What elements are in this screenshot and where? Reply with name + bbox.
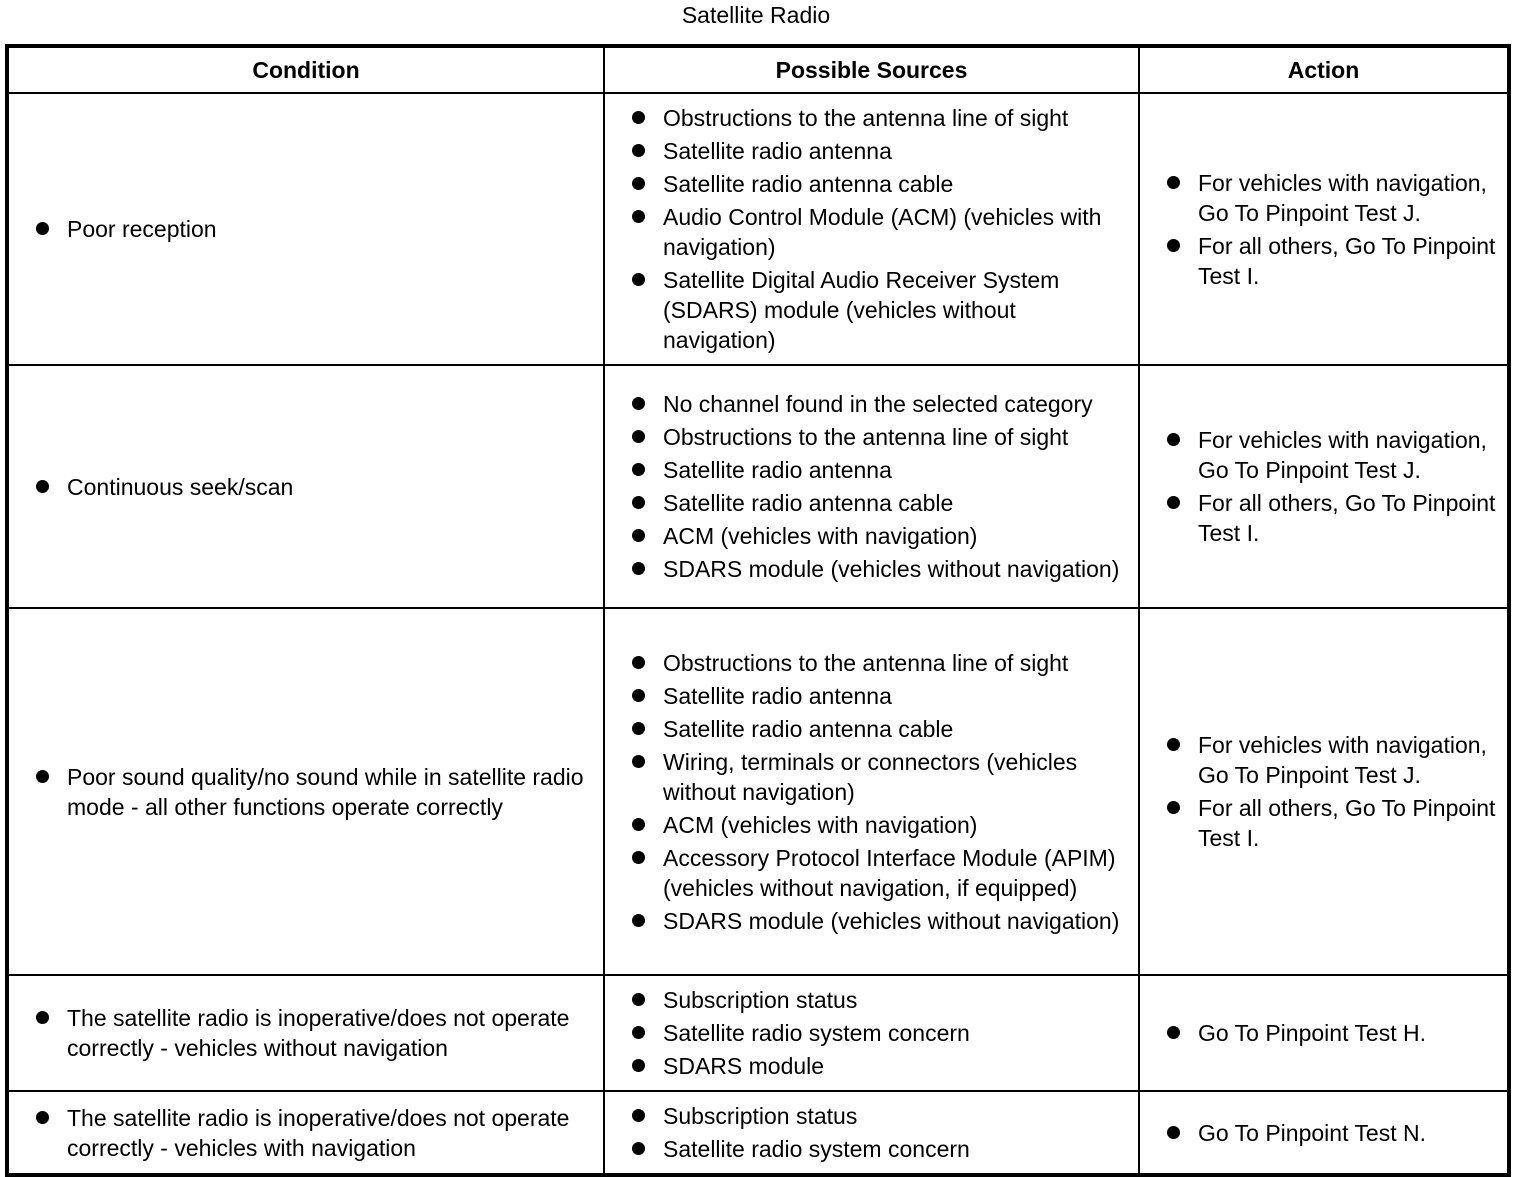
bullet-icon xyxy=(632,1109,645,1122)
list-item xyxy=(1165,425,1501,485)
source-text: No channel found in the selected category xyxy=(663,391,1093,417)
list-item xyxy=(630,265,1132,355)
list-item xyxy=(630,169,1132,199)
bullet-icon xyxy=(632,851,645,864)
bullet-icon xyxy=(632,529,645,542)
source-text: Satellite radio system concern xyxy=(663,1020,970,1046)
bullet-icon xyxy=(1167,433,1180,446)
list-item xyxy=(630,810,1132,840)
action-text: For all others, Go To Pinpoint Test I. xyxy=(1198,232,1496,289)
source-text: Satellite radio antenna cable xyxy=(663,171,954,197)
action-text: For vehicles with navigation, Go To Pinpoint Test J. xyxy=(1198,427,1487,483)
source-text: Satellite radio antenna xyxy=(663,682,892,709)
source-text: Obstructions to the antenna line of sight xyxy=(663,649,1069,676)
source-text: Satellite radio system concern xyxy=(663,1136,970,1162)
condition-text: The satellite radio is inoperative/does not operate correctly - vehicles with navigation xyxy=(67,1104,570,1161)
source-text: Obstructions to the antenna line of sight xyxy=(663,105,1069,131)
bullet-icon xyxy=(632,1059,645,1072)
bullet-icon xyxy=(1167,239,1180,252)
table-row xyxy=(7,608,1509,975)
bullet-icon xyxy=(1167,176,1180,189)
list-item xyxy=(1165,231,1501,291)
sources-cell xyxy=(604,975,1139,1091)
list-item xyxy=(630,1051,1132,1081)
action-text: For vehicles with navigation, Go To Pinpoint Test J. xyxy=(1198,732,1487,788)
list-item xyxy=(630,1018,1132,1048)
bullet-icon xyxy=(632,722,645,735)
list-item xyxy=(630,488,1132,518)
source-text: Subscription status xyxy=(663,987,858,1013)
action-cell xyxy=(1139,1091,1509,1175)
bullet-icon xyxy=(632,755,645,768)
table-row xyxy=(7,93,1509,365)
bullet-icon xyxy=(36,1111,49,1124)
list-item xyxy=(1165,793,1501,853)
bullet-icon xyxy=(632,397,645,410)
action-header: Action xyxy=(1139,46,1509,93)
list-item xyxy=(630,747,1132,807)
condition-header: Condition xyxy=(7,46,604,93)
list-item xyxy=(630,103,1132,133)
bullet-icon xyxy=(632,914,645,927)
bullet-icon xyxy=(1167,1126,1180,1139)
list-item xyxy=(34,472,585,502)
bullet-icon xyxy=(632,689,645,702)
bullet-icon xyxy=(632,463,645,476)
bullet-icon xyxy=(1167,801,1180,814)
bullet-icon xyxy=(632,656,645,669)
condition-text: Poor sound quality/no sound while in satellite radio mode - all other functions operate correctly xyxy=(67,763,584,820)
bullet-icon xyxy=(632,144,645,157)
bullet-icon xyxy=(632,496,645,509)
source-text: Satellite Digital Audio Receiver System (SDARS) module (vehicles without navigation) xyxy=(663,267,1060,353)
bullet-icon xyxy=(1167,738,1180,751)
list-item xyxy=(630,1101,1132,1131)
action-text: For all others, Go To Pinpoint Test I. xyxy=(1198,795,1496,851)
condition-text: Poor reception xyxy=(67,216,217,242)
source-text: Satellite radio antenna xyxy=(663,457,892,483)
list-item xyxy=(630,521,1132,551)
list-item xyxy=(630,1134,1132,1164)
list-item xyxy=(34,1103,585,1163)
bullet-icon xyxy=(632,177,645,190)
action-cell xyxy=(1139,93,1509,365)
table-caption: Satellite Radio xyxy=(681,2,831,28)
list-item xyxy=(630,455,1132,485)
bullet-icon xyxy=(1167,1026,1180,1039)
list-item xyxy=(630,422,1132,452)
source-text: SDARS module (vehicles without navigation) xyxy=(663,907,1120,934)
list-item xyxy=(630,202,1132,262)
list-item xyxy=(630,648,1132,678)
list-item xyxy=(1165,730,1501,790)
bullet-icon xyxy=(632,562,645,575)
bullet-icon xyxy=(632,1026,645,1039)
table-row xyxy=(7,365,1509,608)
bullet-icon xyxy=(632,210,645,223)
bullet-icon xyxy=(632,1142,645,1155)
list-item xyxy=(630,389,1132,419)
action-text: Go To Pinpoint Test N. xyxy=(1198,1119,1427,1146)
sources-cell xyxy=(604,608,1139,975)
list-item xyxy=(630,681,1132,711)
sources-cell xyxy=(604,1091,1139,1175)
bullet-icon xyxy=(632,993,645,1006)
source-text: Obstructions to the antenna line of sight xyxy=(663,424,1069,450)
action-cell xyxy=(1139,365,1509,608)
sources-cell xyxy=(604,93,1139,365)
source-text: ACM (vehicles with navigation) xyxy=(663,523,978,549)
bullet-icon xyxy=(36,480,49,493)
condition-cell xyxy=(7,608,604,975)
source-text: Satellite radio antenna xyxy=(663,138,892,164)
list-item xyxy=(630,906,1132,936)
list-item xyxy=(1165,488,1501,548)
header-row xyxy=(7,46,1509,93)
action-text: Go To Pinpoint Test H. xyxy=(1198,1020,1427,1046)
list-item xyxy=(34,1003,585,1063)
list-item xyxy=(630,843,1132,903)
bullet-icon xyxy=(632,111,645,124)
condition-text: The satellite radio is inoperative/does not operate correctly - vehicles without navigation xyxy=(67,1005,570,1061)
condition-text: Continuous seek/scan xyxy=(67,473,294,500)
source-text: Accessory Protocol Interface Module (APIM) (vehicles without navigation, if equipped) xyxy=(663,844,1116,901)
bullet-icon xyxy=(632,430,645,443)
list-item xyxy=(1165,1118,1501,1148)
source-text: Satellite radio antenna cable xyxy=(663,490,954,516)
bullet-icon xyxy=(36,1011,49,1024)
bullet-icon xyxy=(36,770,49,783)
list-item xyxy=(1165,1018,1501,1048)
list-item xyxy=(630,714,1132,744)
condition-cell xyxy=(7,975,604,1091)
list-item xyxy=(630,985,1132,1015)
table-row xyxy=(7,1091,1509,1175)
action-text: For vehicles with navigation, Go To Pinpoint Test J. xyxy=(1198,169,1487,226)
action-cell xyxy=(1139,608,1509,975)
source-text: Subscription status xyxy=(663,1103,858,1129)
action-text: For all others, Go To Pinpoint Test I. xyxy=(1198,490,1496,546)
list-item xyxy=(34,762,585,822)
source-text: ACM (vehicles with navigation) xyxy=(663,811,978,838)
symptom-chart-table xyxy=(5,44,1511,1177)
source-text: Satellite radio antenna cable xyxy=(663,715,954,742)
list-item xyxy=(1165,168,1501,228)
source-text: Wiring, terminals or connectors (vehicles without navigation) xyxy=(663,748,1078,805)
bullet-icon xyxy=(632,273,645,286)
sources-cell xyxy=(604,365,1139,608)
possible-sources-header: Possible Sources xyxy=(604,46,1139,93)
bullet-icon xyxy=(632,818,645,831)
list-item xyxy=(630,136,1132,166)
condition-cell xyxy=(7,93,604,365)
source-text: Audio Control Module (ACM) (vehicles with navigation) xyxy=(663,204,1102,260)
condition-cell xyxy=(7,365,604,608)
list-item xyxy=(630,554,1132,584)
list-item xyxy=(34,214,585,244)
table-row xyxy=(7,975,1509,1091)
condition-cell xyxy=(7,1091,604,1175)
bullet-icon xyxy=(1167,496,1180,509)
source-text: SDARS module (vehicles without navigation) xyxy=(663,556,1120,582)
bullet-icon xyxy=(36,222,49,235)
action-cell xyxy=(1139,975,1509,1091)
source-text: SDARS module xyxy=(663,1053,825,1079)
